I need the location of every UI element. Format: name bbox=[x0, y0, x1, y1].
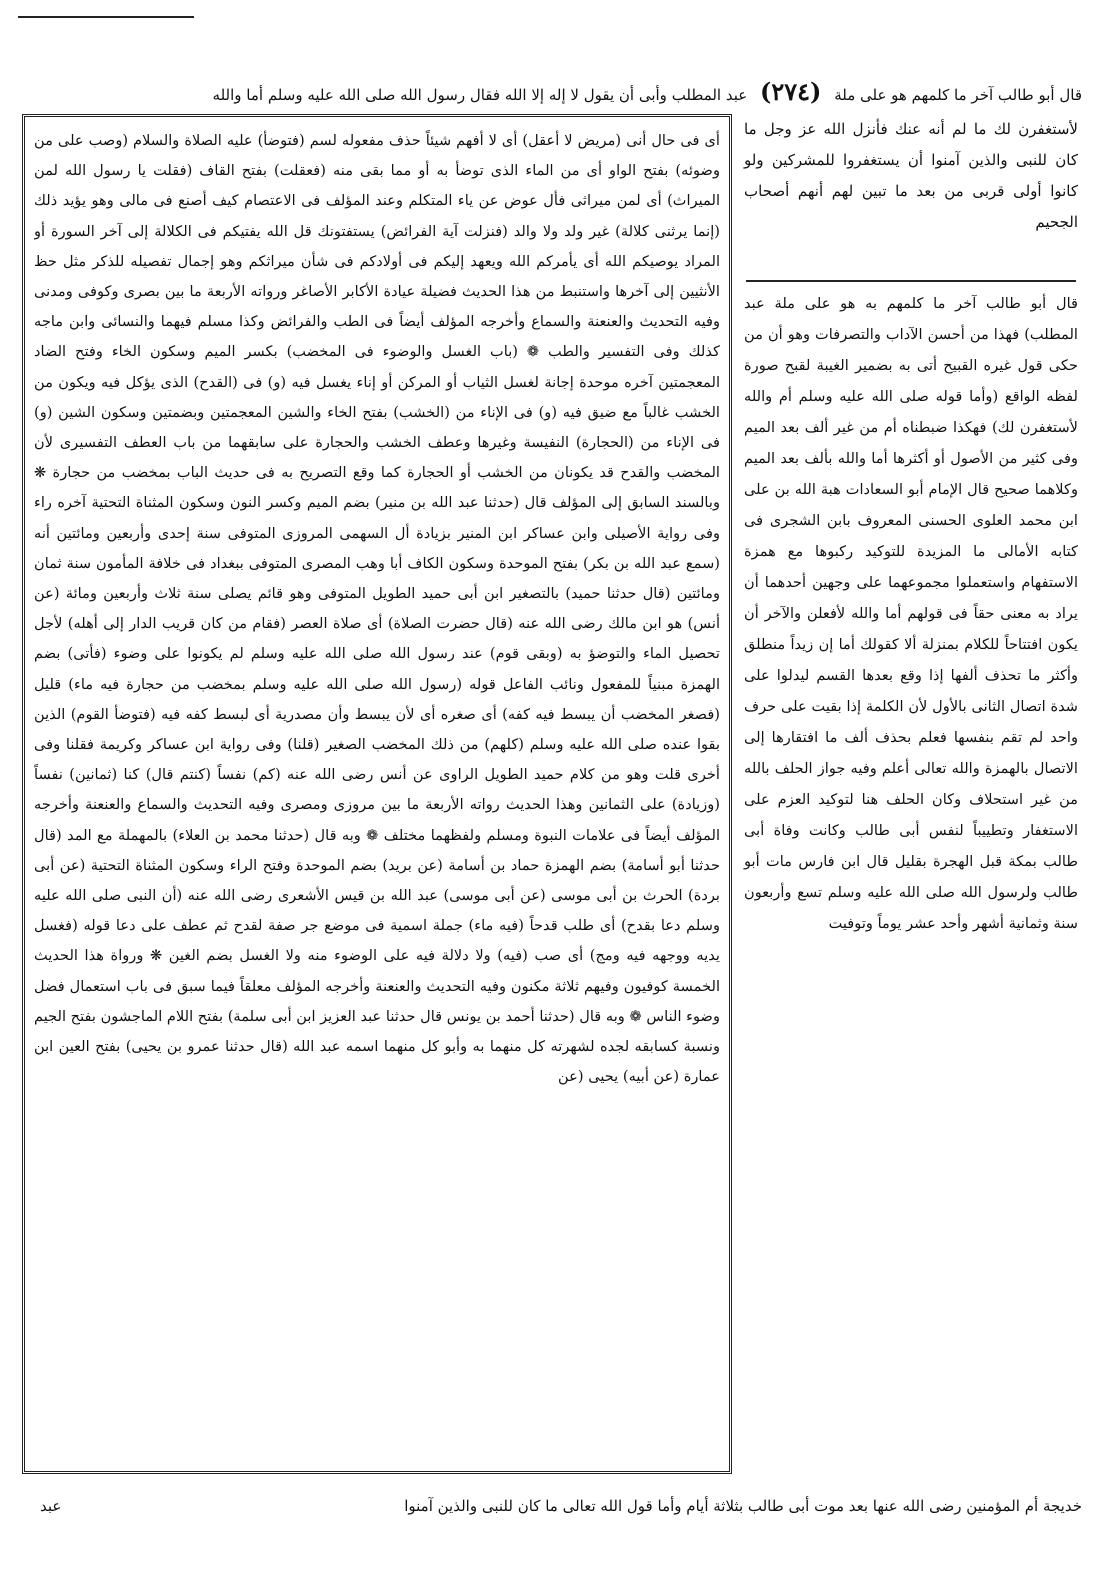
catchword: عبد bbox=[40, 1497, 62, 1515]
margin-hadith-text: لأستغفرن لك ما لم أنه عنك فأنزل الله عز وجل ما كان للنبى والذين آمنوا أن يستغفروا للمشركين ولو كانوا أولى قربى من بعد ما تبين لهم أنهم أصحاب الجحيم bbox=[744, 120, 1078, 231]
margin-column bbox=[738, 114, 1084, 1474]
page-number: (٢٧٤) bbox=[760, 77, 822, 106]
main-commentary-text: أى فى حال أنى (مريض لا أعقل) أى لا أفهم شيئاً حذف مفعوله لسم (فتوضأ) عليه الصلاة والسلام (وصب على من وضوئه) بفتح الواو أى من الماء الذى توضأ به أو مما بقى منه (فعقلت) بفتح القاف (فقلت يا رسول الله لمن الميراث) أى لمن ميراثى فأل عوض عن ياء المتكلم وعند المؤلف فى الاعتصام كيف أصنع فى مالى وهو يؤيد ذلك (إنما يرثنى كلالة) غير ولد ولا والد (فنزلت آية الفرائض) يستفتونك قل الله يفتيكم فى الكلالة إلى آخر السورة أو المراد يوصيكم الله أى يأمركم الله ويعهد إليكم فى أولادكم فى شأن ميراثكم وهو إجمال تفصيله للذكر مثل حظ الأنثيين إلى آخرها واستنبط من هذا الحديث فضيلة عيادة الأكابر الأصاغر ورواته الأربعة ما بين بصرى وكوفى ومدنى وفيه التحديث والعنعنة والسماع وأخرجه المؤلف أيضاً فى الطب والفرائض وكذا مسلم فيهما والنسائى وابن ماجه كذلك وفى التفسير والطب ❁ (باب الغسل والوضوء فى المخضب) بكسر الميم وسكون الخاء وفتح الضاد المعجمتين آخره موحدة إجانة لغسل الثياب أو المركن أو إناء يغسل فيه (و) فى (القدح) الذى يؤكل فيه ويكون من الخشب غالباً مع ضيق فيه (و) فى الإناء من (الخشب) بفتح الخاء والشين المعجمتين وبضمتين وسكون الشين (و) فى الإناء من (الحجارة) النفيسة وغيرها وعطف الخشب والحجارة على سابقهما من باب العطف التفسيرى لأن المخضب والقدح قد يكونان من الخشب أو الحجارة كما وقع التصريح به فى حديث الباب بمخضب من حجارة ❋ وبالسند السابق إلى المؤلف قال (حدثنا عبد الله بن منير) بضم الميم وكسر النون وسكون المثناة التحتية آخره راء وفى رواية الأصيلى وابن عساكر ابن المنير بزيادة أل السهمى المروزى المتوفى سنة إحدى وأربعين ومائتين أنه (سمع عبد الله بن بكر) بفتح الموحدة وسكون الكاف أبا وهب المصرى المتوفى ببغداد فى خلافة المأمون سنة ثمان ومائتين (قال حدثنا حميد) بالتصغير ابن أبى حميد الطويل المتوفى وهو قائم يصلى سنة ثلاث وأربعين ومائة (عن أنس) هو ابن مالك رضى الله عنه (قال حضرت الصلاة) أى صلاة العصر (فقام من كان قريب الدار إلى أهله) لأجل تحصيل الماء والتوضؤ به (وبقى قوم) عند رسول الله صلى الله عليه وسلم لم يكونوا على وضوء (فأتى) بضم الهمزة مبنياً للمفعول ونائب الفاعل قوله (رسول الله صلى الله عليه وسلم بمخضب من حجارة فيه ماء) قليل (فصغر المخضب أن يبسط فيه كفه) أى صغره أى لأن يبسط وأن مصدرية أى لبسط كفه فيه (فتوضأ القوم) الذين بقوا عنده صلى الله عليه وسلم (كلهم) من ذلك المخضب الصغير (قلنا) وفى رواية ابن عساكر وكريمة فقلنا وفى أخرى قلت وهو من كلام حميد الطويل الراوى عن أنس رضى الله عنه (كم) نفساً (كنتم قال) كنا (ثمانين) نفساً (وزيادة) على الثمانين وهذا الحديث رواته الأربعة ما بين مروزى ومصرى وفيه التحديث والسماع والعنعنة وأخرجه المؤلف أيضاً فى علامات النبوة ومسلم ولفظهما مختلف ❁ وبه قال (حدثنا محمد بن العلاء) بالمهملة مع المد (قال حدثنا أبو أسامة) بضم الهمزة حماد بن أسامة (عن بريد) بضم الموحدة وفتح الراء وسكون المثناة التحتية (عن أبى بردة) الحرث بن أبى موسى (عن أبى موسى) عبد الله بن قيس الأشعرى رضى الله عنه (أن النبى صلى الله عليه وسلم دعا بقدح) أى طلب قدحاً (فيه ماء) جملة اسمية فى موضع جر صفة لقدح ثم عطف على دعا قوله (فغسل يديه ووجهه فيه ومج) أى صب (فيه) ولا دلالة فيه على الوضوء منه ولا الغسل بضم الغين ❋ ورواة هذا الحديث الخمسة كوفيون وفيهم ثلاثة مكنون وفيه التحديث والعنعنة وأخرجه المؤلف معلقاً فيما سبق فى باب استعمال فضل وضوء الناس ❁ وبه قال (حدثنا أحمد بن يونس قال حدثنا عبد العزيز ابن أبى سلمة) بفتح اللام الماجشون بفتح الجيم ونسبة كسابقه لجده لشهرته كل منهما به وأبو كل منهما اسمه عبد الله (قال حدثنا عمرو بن يحيى) بفتح العين ابن عمارة (عن أبيه) يحيى (عن bbox=[34, 132, 720, 1086]
running-header bbox=[22, 72, 1082, 112]
margin-divider bbox=[746, 280, 1076, 282]
header-text-left: عبد المطلب وأبى أن يقول لا إله إلا الله فقال رسول الله صلى الله عليه وسلم أما والله bbox=[212, 86, 748, 104]
top-rule bbox=[18, 16, 194, 18]
footer-line: خديجة أم المؤمنين رضى الله عنها بعد موت أبى طالب بثلاثة أيام وأما قول الله تعالى ما كان للنبى والذين آمنوا bbox=[404, 1497, 1082, 1515]
header-text-right: قال أبو طالب آخر ما كلمهم هو على ملة bbox=[834, 86, 1082, 104]
margin-commentary-text: قال أبو طالب آخر ما كلمهم به هو على ملة عبد المطلب) فهذا من أحسن الآداب والتصرفات وهو أن من حكى قول غيره القبيح أتى به بضمير الغيبة لقبح صورة لفظه الواقع (وأما قوله صلى الله عليه وسلم أم والله لأستغفرن لك) فهكذا ضبطناه أم من غير ألف بعد الميم وفى كثير من الأصول أو أكثرها أما والله بألف بعد الميم وكلاهما صحيح قال الإمام أبو السعادات هبة الله بن على ابن محمد العلوى الحسنى المعروف بابن الشجرى فى كتابه الأمالى ما المزيدة للتوكيد ركبوها مع همزة الاستفهام واستعملوا مجموعهما على وجهين أحدهما أن يراد به معنى حقاً فى قولهم أما والله لأفعلن والآخر أن يكون افتتاحاً للكلام بمنزلة ألا كقولك أما إن زيداً منطلق وأكثر ما تحذف ألفها إذا وقع بعدها القسم ليدلوا على شدة اتصال الثانى بالأول لأن الكلمة إذا بقيت على حرف واحد لم تقم بنفسها فعلم بحذف ألف ما افتقارها إلى الاتصال بالهمزة والله تعالى أعلم وفيه جواز الحلف بالله من غير استحلاف وكان الحلف هنا لتوكيد العزم على الاستغفار وتطييباً لنفس أبى طالب وكانت وفاة أبى طالب بمكة قبل الهجرة بقليل قال ابن فارس مات أبو طالب ولرسول الله صلى الله عليه وسلم تسع وأربعون سنة وثمانية أشهر وأحد عشر يوماً وتوفيت bbox=[744, 295, 1078, 932]
